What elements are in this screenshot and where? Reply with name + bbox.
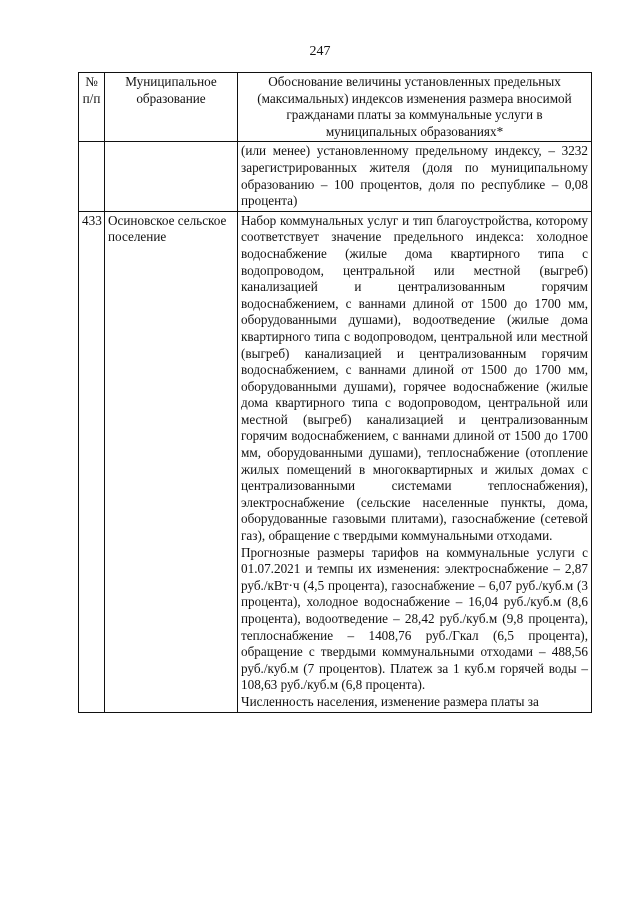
header-municipality: Муниципальное образование bbox=[105, 73, 238, 142]
row-number bbox=[79, 142, 105, 211]
table-header-row bbox=[79, 73, 592, 142]
table-row bbox=[79, 142, 592, 211]
row-number: 433 bbox=[79, 211, 105, 712]
municipal-index-table bbox=[78, 72, 592, 713]
header-number: № п/п bbox=[79, 73, 105, 142]
page-number: 247 bbox=[309, 44, 331, 59]
row-justification: (или менее) установленному предельному индексу, – 3232 зарегистрированных жителя (доля по муниципальному образованию – 100 процентов, доля по республике – 0,08 процента) bbox=[238, 142, 592, 211]
population-paragraph: Численность населения, изменение размера платы за bbox=[241, 693, 539, 709]
row-municipality bbox=[105, 142, 238, 211]
row-municipality: Осиновское сельское поселение bbox=[105, 211, 238, 712]
tariffs-paragraph: Прогнозные размеры тарифов на коммунальные услуги с 01.07.2021 и темпы их изменения: электроснабжение – 2,87 руб./кВт·ч (4,5 процента), газоснабжение – 6,07 руб./куб.м (3 процента), холодное водоснабжение – 16,04 руб./куб.м (8,6 процента), водоотведение – 28,42 руб./куб.м (9,8 процента), теплоснабжение – 1408,76 руб./Гкал (6,5 процента), обращение с твердыми коммунальными отходами – 488,56 руб./куб.м (7 процентов). Платеж за 1 куб.м горячей воды – 108,63 руб./куб.м (6,8 процента). bbox=[241, 544, 588, 693]
header-justification: Обоснование величины установленных предельных (максимальных) индексов изменения размера вносимой гражданами платы за коммунальные услуги в муниципальных образованиях* bbox=[238, 73, 592, 142]
services-paragraph: Набор коммунальных услуг и тип благоустройства, которому соответствует значение предельного индекса: холодное водоснабжение (жилые дома квартирного типа с водопроводом, центральной или местной (выгреб) канализацией и централизованным горячим водоснабжением, с ваннами длиной от 1500 до 1700 мм, оборудованными душами), водоотведение (жилые дома квартирного типа с водопроводом, центральной или местной (выгреб) канализацией и централизованным горячим водоснабжением, с ваннами длиной от 1500 до 1700 мм, оборудованными душами), горячее водоснабжение (жилые дома квартирного типа с водопроводом, центральной или местной (выгреб) канализацией и централизованным горячим водоснабжением, с ваннами длиной от 1500 до 1700 мм, оборудованными душами), теплоснабжение (отопление жилых помещений в многоквартирных и жилых домах с централизованными системами теплоснабжения), электроснабжение (сельские населенные пункты, дома, оборудованные газовыми плитами), газоснабжение (сетевой газ), обращение с твердыми коммунальными отходами. bbox=[241, 212, 588, 544]
table-row bbox=[79, 211, 592, 712]
row-justification bbox=[238, 211, 592, 712]
